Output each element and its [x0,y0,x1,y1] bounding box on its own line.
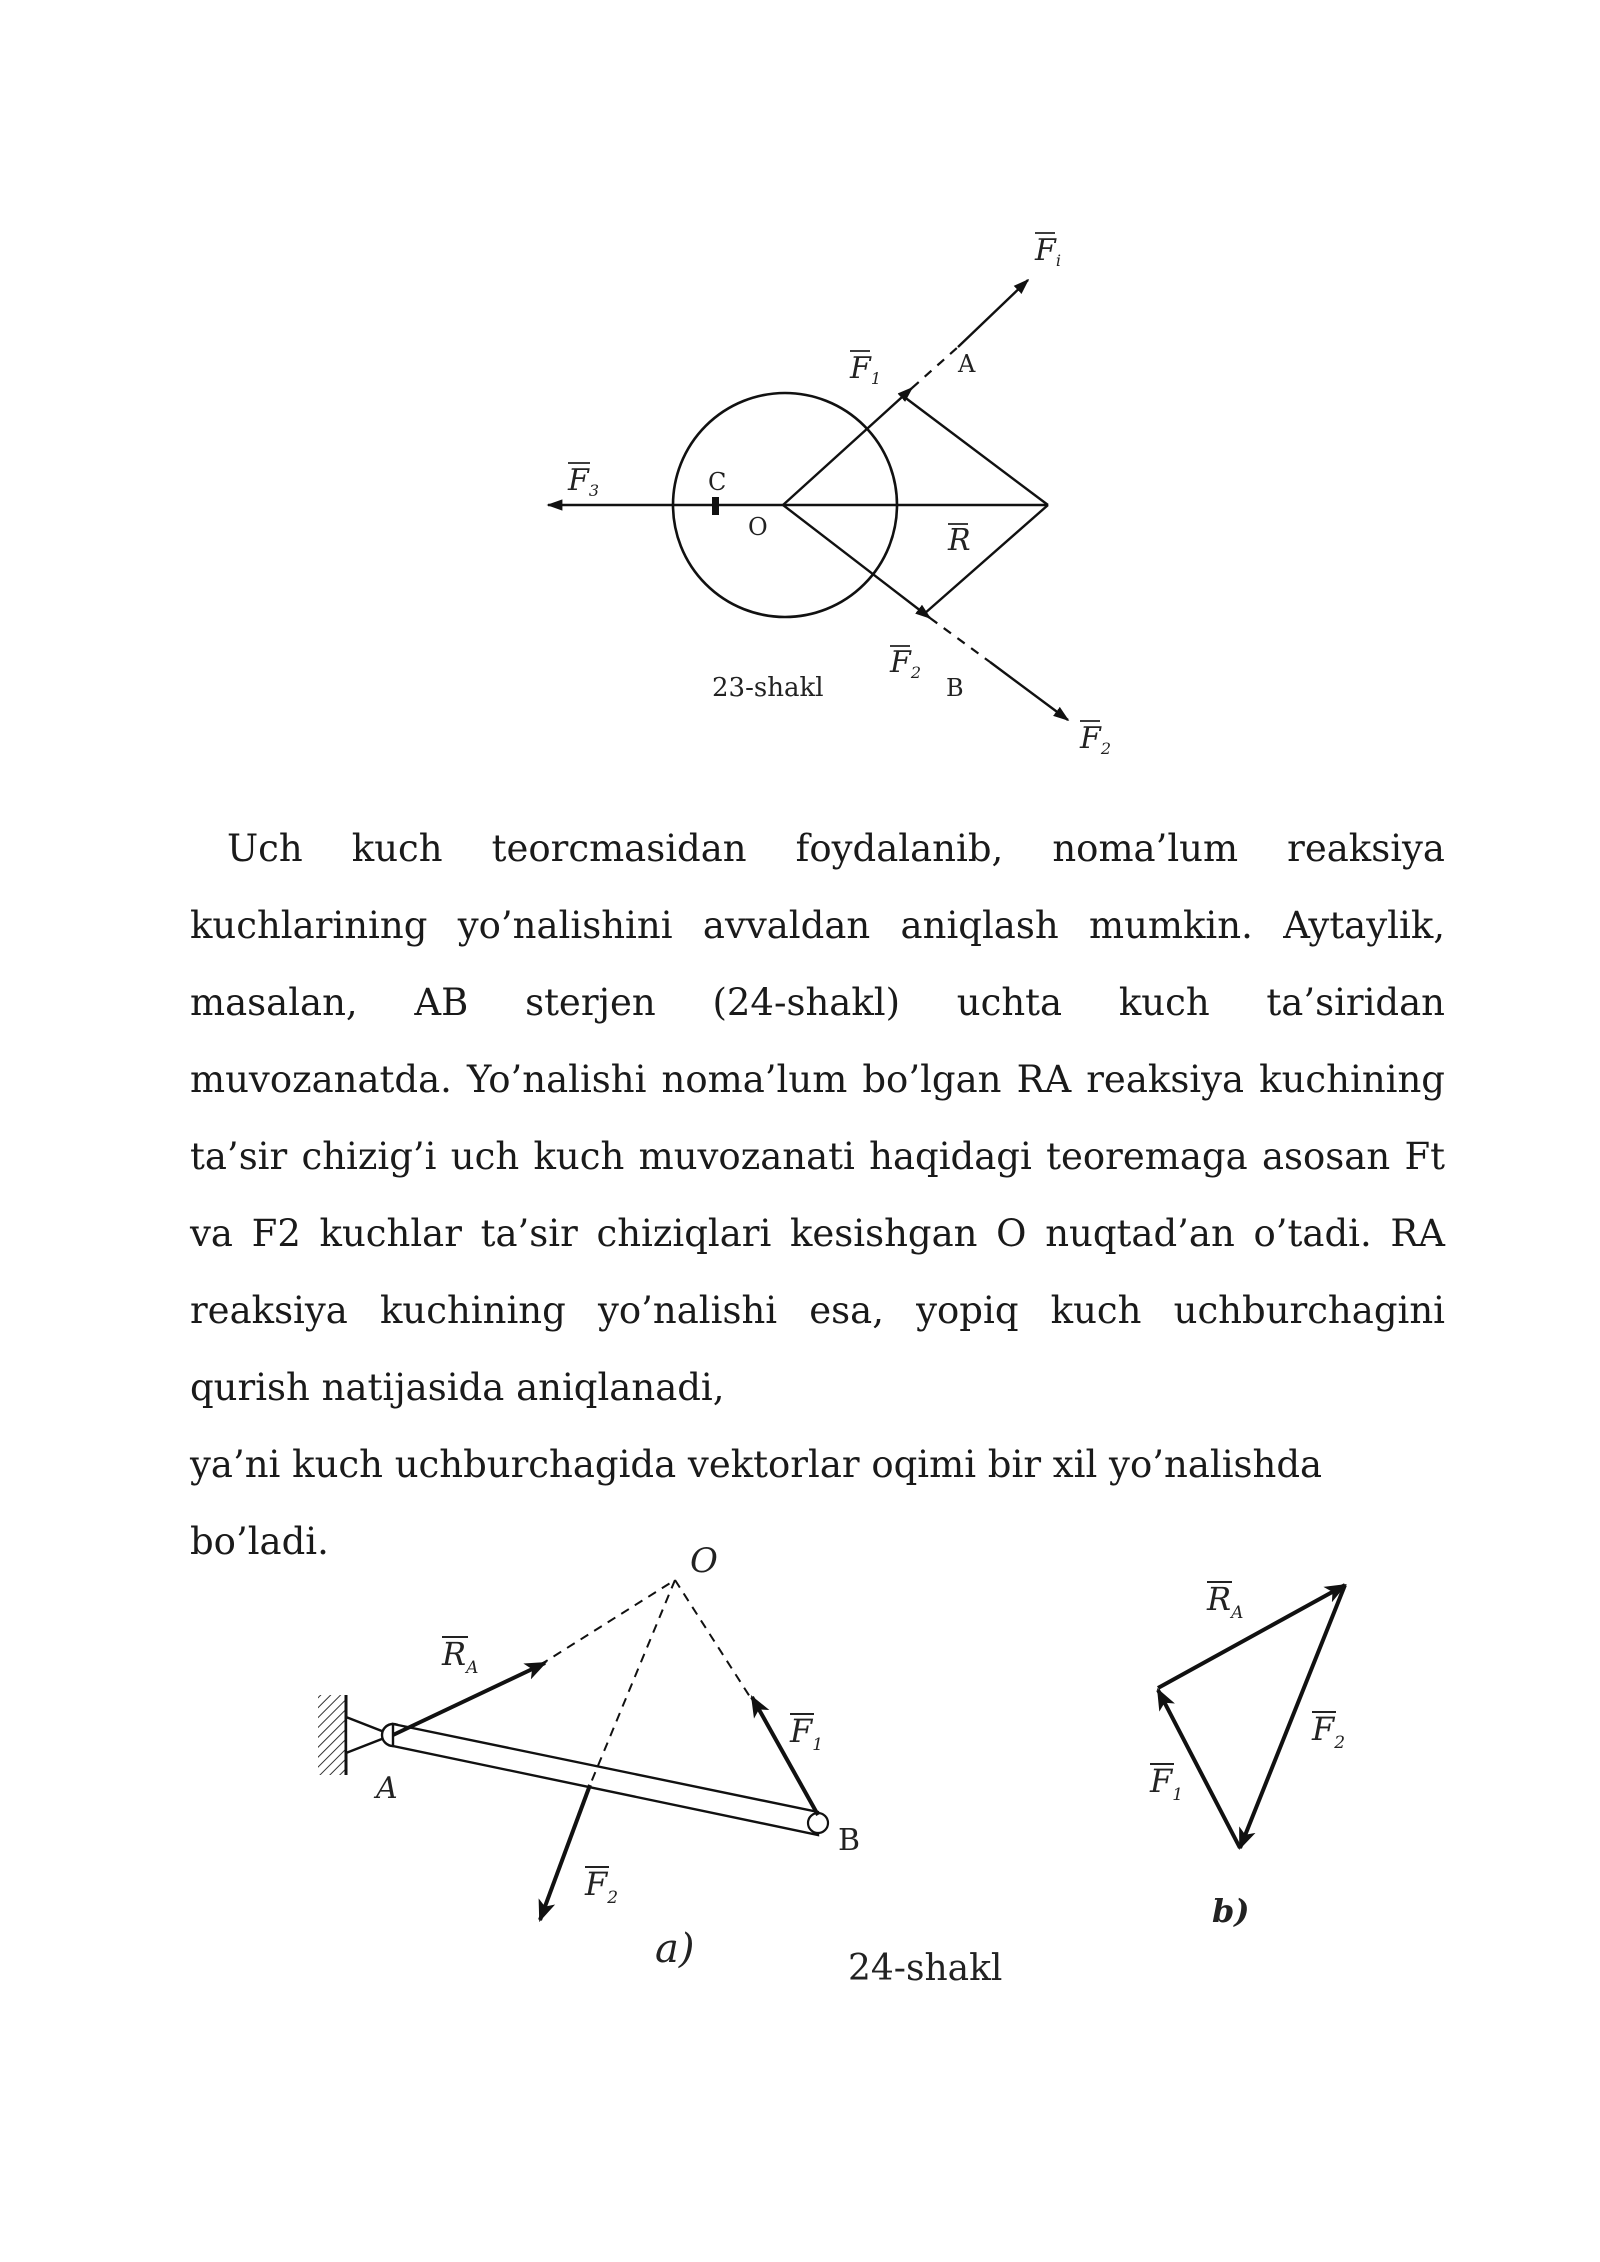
point-a-label: A [376,1771,398,1806]
f1-inner-label: $F_1$ [850,351,882,388]
f2-dashed-extension [930,618,990,662]
point-o-label: O [748,513,768,541]
f2-outer-label: $F_2$ [1080,721,1112,758]
f1-dashed-extension [912,347,958,388]
f2-vector [540,1785,590,1920]
f2-inner-vector [783,505,930,618]
ra-triangle-vector [1158,1585,1345,1688]
rod-ab [393,1724,818,1835]
f1-outer-vector [958,280,1028,347]
point-a-label: A [958,350,976,378]
figure-24 [0,1530,1600,2030]
wall-support [318,1695,346,1775]
parallelogram-bottom [924,505,1048,614]
f2-outer-vector [990,662,1068,720]
f2-triangle-label: $F_2$ [1312,1710,1346,1753]
figure-24b [1149,1580,1345,1930]
f2-dashed-line [590,1580,675,1785]
ra-label: $R_A$ [442,1635,479,1678]
parallelogram-top [903,396,1048,505]
figure-23-caption: 23-shakl [712,673,824,703]
f3-label: $F_3$ [568,463,600,500]
figure-24-caption: 24-shakl [848,1948,1003,1989]
f1-triangle-label: $F_1$ [1150,1762,1184,1805]
sub-label-a: a) [655,1926,695,1972]
f2-inner-label: $F_2$ [890,645,922,682]
closing-sentence: ya’ni kuch uchburchagida vektorlar oqimi bir xil yo’nalishda bo’ladi. [190,1443,1323,1563]
body-text [190,810,1445,1580]
point-o-label: O [690,1541,718,1581]
ra-dashed-line [540,1580,675,1665]
point-c-tick [712,497,719,515]
sub-label-b: b) [1212,1892,1250,1930]
figure-23 [0,200,1600,780]
point-c-label: C [708,468,727,496]
point-b-label: B [838,1823,861,1858]
r-label: R [948,523,971,558]
f1-outer-label: $F_i$ [1035,233,1061,270]
f2-label: $F_2$ [585,1865,619,1908]
f1-inner-vector [783,388,912,505]
figure-24a [318,1541,860,1972]
f1-label: $F_1$ [790,1712,824,1755]
f1-dashed-line [675,1580,752,1700]
main-paragraph: Uch kuch teorcmasidan foydalanib, noma’lum reaksiya kuchlarining yo’nalishini avvaldan aniqlash mumkin. Aytaylik, masalan, AB sterjen (24-shakl) uchta kuch ta’siridan muvozanatda. Yo’nalishi noma’lum bo’lgan RA reaksiya kuchining ta’sir chizig’i uch kuch muvozanati haqidagi teoremaga asosan Ft va F2 kuchlar ta’sir chiziqlari kesishgan O nuqtad’an o’tadi. RA reaksiya kuchining yo’nalishi esa, yopiq kuch uchburchagini qurish natijasida aniqlanadi, [190,827,1445,1409]
point-b-label: B [946,674,964,702]
ra-triangle-label: $R_A$ [1207,1580,1244,1623]
